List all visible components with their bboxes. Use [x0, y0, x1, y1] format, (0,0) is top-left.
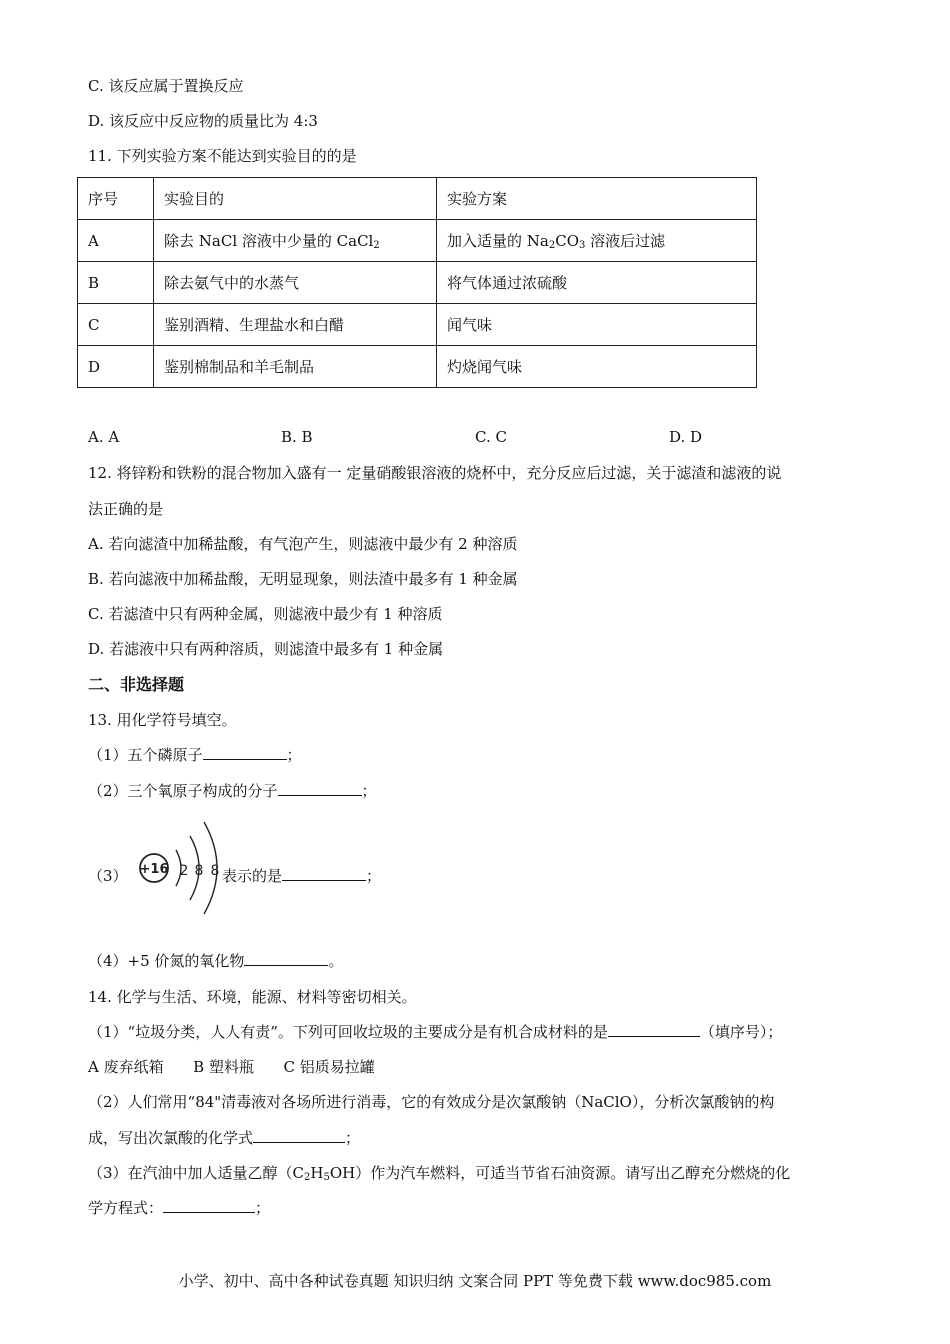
- answer-blank[interactable]: [163, 1198, 255, 1213]
- q11-stem: 11. 下列实验方案不能达到实验目的的是: [88, 147, 357, 165]
- table-row: [78, 262, 757, 304]
- q11-option-a: A. A: [88, 428, 120, 446]
- answer-blank[interactable]: [608, 1022, 700, 1037]
- nucleus-charge: +16: [139, 862, 169, 877]
- q12-option-d: D. 若滤液中只有两种溶质，则滤渣中最多有 1 种金属: [88, 640, 444, 658]
- q13-part3: 表示的是 ；: [222, 867, 382, 885]
- row-plan: 加入适量的 $Na_2CO_3$ 溶液后过滤: [437, 220, 757, 262]
- q14-stem: 14. 化学与生活、环境，能源、材料等密切相关。: [88, 988, 417, 1006]
- q13-part3-label: （3）: [88, 867, 128, 885]
- q11-option-c: C. C: [475, 428, 507, 446]
- row-plan: 将气体通过浓硫酸: [437, 262, 757, 304]
- answer-blank[interactable]: [278, 781, 362, 796]
- q10-option-d: D. 该反应中反应物的质量比为 4:3: [88, 112, 318, 130]
- q12-stem-line1: 12. 将锌粉和铁粉的混合物加入盛有一 定量硝酸银溶液的烧杯中，充分反应后过滤，关于滤渣和滤液的说: [88, 464, 782, 482]
- row-plan: 闻气味: [437, 304, 757, 346]
- row-id: A: [78, 220, 154, 262]
- shell-electrons-3: 8: [210, 863, 220, 879]
- row-id: D: [78, 346, 154, 388]
- q12-option-c: C. 若滤渣中只有两种金属，则滤液中最少有 1 种溶质: [88, 605, 443, 623]
- section-title: 二、非选择题: [88, 675, 185, 694]
- answer-blank[interactable]: [282, 866, 366, 881]
- table-row: [78, 304, 757, 346]
- q14-part3-line2: 学方程式： ；: [88, 1199, 271, 1217]
- row-purpose: 除去 NaCl 溶液中少量的 CaCl$_2$: [154, 220, 437, 262]
- q11-options: [88, 428, 808, 448]
- table-header-row: [78, 178, 757, 220]
- answer-blank[interactable]: [203, 745, 287, 760]
- shell-electrons-2: 8: [194, 863, 204, 879]
- q14-part3-line1: （3）在汽油中加人适量乙醇$(C_2H_5OH)$作为汽车燃料，可适当节省石油资源。请写出乙醇充分燃烧的化: [88, 1164, 791, 1183]
- shell-electrons-1: 2: [179, 863, 189, 879]
- q14-choices: [88, 1057, 375, 1077]
- row-purpose: 鉴别棉制品和羊毛制品: [154, 346, 437, 388]
- choice-c: C 铝质易拉罐: [283, 1058, 375, 1076]
- q14-part2-line1: （2）人们常用“84"清毒液对各场所进行消毒，它的有效成分是次氯酸钠（NaClO），分析次氯酸钠的构: [88, 1093, 775, 1111]
- choice-b: B 塑料瓶: [193, 1058, 254, 1076]
- header-cell: 实验方案: [437, 178, 757, 220]
- q12-option-a: A. 若向滤渣中加稀盐酸，有气泡产生，则滤液中最少有 2 种溶质: [88, 535, 518, 553]
- answer-blank[interactable]: [253, 1128, 345, 1143]
- row-purpose: 除去氨气中的水蒸气: [154, 262, 437, 304]
- q13-part4: （4）+5 价氮的氧化物 。: [88, 952, 344, 970]
- q13-stem: 13. 用化学符号填空。: [88, 711, 237, 729]
- q11-option-d: D. D: [669, 428, 703, 446]
- row-purpose: 鉴别酒精、生理盐水和白醋: [154, 304, 437, 346]
- row-id: B: [78, 262, 154, 304]
- q12-stem-line2: 法正确的是: [88, 500, 164, 518]
- table-row: [78, 346, 757, 388]
- choice-a: A 废弃纸箱: [88, 1058, 164, 1076]
- q11-option-b: B. B: [281, 428, 313, 446]
- header-cell: 实验目的: [154, 178, 437, 220]
- answer-blank[interactable]: [244, 951, 328, 966]
- q13-part2: （2）三个氧原子构成的分子 ；: [88, 782, 377, 800]
- q12-option-b: B. 若向滤液中加稀盐酸，无明显现象，则法渣中最多有 1 种金属: [88, 570, 518, 588]
- row-id: C: [78, 304, 154, 346]
- row-plan: 灼烧闻气味: [437, 346, 757, 388]
- page-footer: 小学、初中、高中各种试卷真题 知识归纳 文案合同 PPT 等免费下载 www.doc985.com: [178, 1272, 772, 1290]
- table-row: [78, 220, 757, 262]
- header-cell: 序号: [78, 178, 154, 220]
- q14-part1: （1）“垃圾分类，人人有责”。下列可回收垃圾的主要成分是有机合成材料的是 （填序号）；: [88, 1023, 783, 1041]
- q11-table: [77, 177, 757, 388]
- q10-option-c: C. 该反应属于置换反应: [88, 77, 244, 95]
- atom-structure-diagram: [132, 812, 224, 922]
- q13-part1: （1）五个磷原子 ；: [88, 746, 302, 764]
- q14-part2-line2: 成，写出次氯酸的化学式 ；: [88, 1129, 361, 1147]
